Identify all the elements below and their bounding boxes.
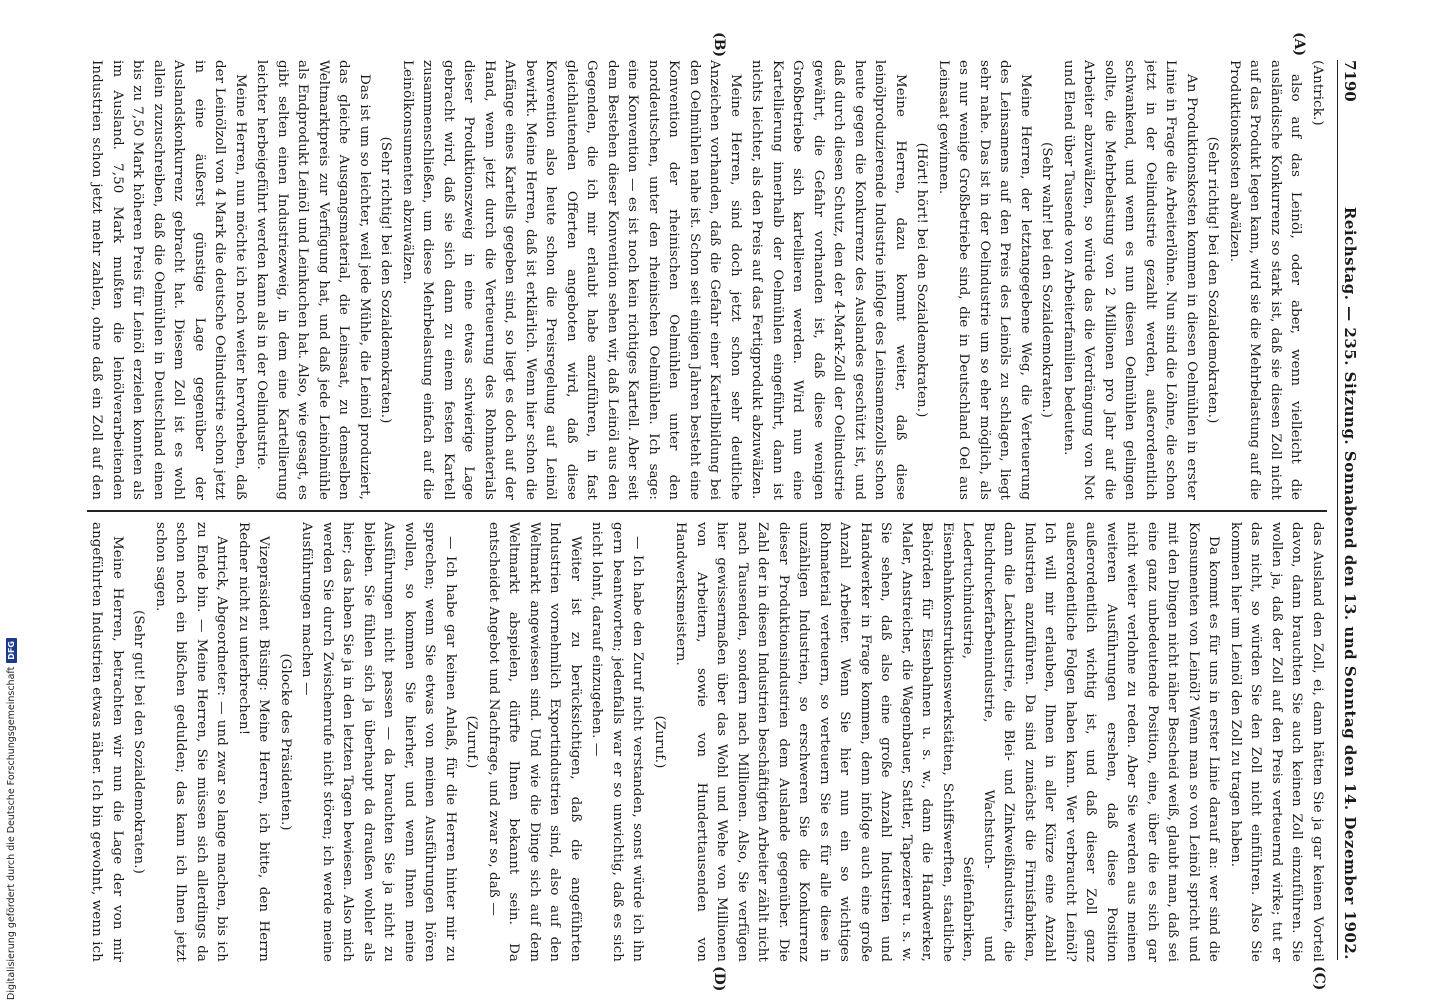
paragraph: das Ausland den Zoll, ei, dann hätten Sie ja gar keinen Vorteil davon, dann brauchten Sie auch keinen Zoll einzuführen. Sie wollen ja, daß der Zoll auf den Preis verteuernd wirke; tut er das nicht, so würden Sie den Zoll nicht einführen. Also Sie kommen hier um Leinöl den Zoll zu tragen haben. — [1228, 522, 1325, 962]
document-page — [77, 32, 1367, 992]
paragraph: Meine Herren, der letztangegebene Weg, die Verteuerung des Leinsamens auf den Preis des Leinöls zu schlagen, liegt sehr nahe. Das ist in der Oelindustrie um so eher möglich, als es nur wenige Großbetriebe sind, die in Deutschland Oel aus Leinsaat gewinnen. — [936, 60, 1033, 500]
page-number: 7190 — [1341, 60, 1359, 102]
interjection: (Zuruf.) — [464, 715, 480, 769]
paragraph: Meine Herren, sind doch jetzt schon sehr deutliche Anzeichen vorhanden, daß die Gefahr einer Kartellbildung bei den Oelmühlen nahe ist. Schon seit einigen Jahren besteht eine Konvention der rheinischen Oelmühlen unter den norddeutschen, unter den rheinischen Oelmühlen. Ich sage: eine Konvention — es ist noch kein richtiges Kartell. Aber seit dem Bestehen dieser Konvention sehen wir, daß Leinöl aus den Gegenden, die ich mir erlaubt habe anzuführen, in fast gleichlautenden Offerten angeboten wird, daß diese Konvention also heute schon die Preisregelung auf Leinöl bewirkt. Meine Herren, daß ist erklärlich. Wenn hier schon die Anfänge eines Kartells gegeben sind, so liegt es doch auf der Hand, wenn jetzt durch die Verteuerung des Rohmaterials dieser Produktionszweig in eine etwas schwierige Lage gebracht wird, daß sie sich dann zu einem festen Kartell zusammenschließen, um diese Mehrbelastung einfach auf die Leinölkonsumenten abzuwälzen. — [400, 60, 743, 500]
interjection: (Glocke des Präsidenten.) — [278, 653, 293, 831]
interjection: (Zuruf.) — [652, 715, 667, 769]
left-column — [87, 60, 1327, 500]
digitization-note-text: Digitalisierung gefördert durch die Deutsche Forschungsgemeinschaft — [6, 666, 17, 1000]
paragraph: An Produktionskosten kommen in diesen Oelmühlen in erster Linie in Frage die Arbeiterlöhne. Nun sind die Löhne, die schon jetzt in der Oelindustrie gezahlt werden, außerordentlich schwankend, und wenn es nun diesen Oelmühlen gelingen sollte, die Mehrbelastung von 2 Millionen pro Jahr auf die Arbeiter abzuwälzen, so würde das die Verdrängung von Not und Elend über Tausende von Arbeiterfamilien bedeuten. — [1061, 60, 1199, 500]
interjection: (Hört! hört! bei den Sozialdemokraten.) — [914, 142, 930, 418]
paragraph: Weiter ist zu berücksichtigen, daß die angeführten Industrien vornehmlich Exportindustrien sind, also auf den Weltmarkt angewiesen sind. Und wie die Dinge sich auf dem Weltmarkt abspielen, dürfte Ihnen bekannt sein. Da entscheidet Angebot und Nachfrage, und zwar so, daß — — [486, 522, 583, 962]
digitization-note — [6, 638, 17, 1000]
margin-marker-b: (B) — [711, 32, 727, 58]
page-header — [1337, 60, 1367, 960]
paragraph: Meine Herren, nun möchte ich noch weiter hervorheben, daß der Leinölzoll von 4 Mark die deutsche Oelindustrie schon jetzt in eine äußerst günstige Lage gegenüber der Auslandskonkurrenz gebracht hat. Diesem Zoll ist es wohl allein zuzuschreiben, daß die Oelmühlen in Deutschland einen bis zu 7,50 Mark höheren Preis für Leinöl erzielen konnten als im Ausland. 7,50 Mark mußten die leinölverarbeitenden Industrien schon jetzt mehr zahlen, ohne daß ein Zoll auf den — [89, 60, 248, 500]
paragraph: Da kommt es für uns in erster Linie darauf an: wer sind die Konsumenten von Leinöl? Wenn man so von Leinöl spricht und mit den Dingen nicht näher Bescheid weiß, glaubt man, daß sei eine ganz unbedeutende Position, eine, über die es sich gar nicht weiter verlohne zu reden. Aber Sie werden aus meinen weiteren Ausführungen ersehen, daß diese Position außerordentlich wichtig ist, und daß dieser Zoll ganz außerordentliche Folgen haben kann. Wer verbraucht Leinöl? Ich will mir erlauben, Ihnen in aller Kürze eine Anzahl Industrien anzuführen. Da sind zunächst die Firnisfabriken, dann die Lackindustrie, die Blei- und Zinkweißindustrie, die Buchdruckerfarbenindustrie, Wachstuch- und Ledertuchindustrie, Seifenfabriken, Eisenbahnkonstruktionswerkstätten, Schiffswerften, staatliche Behörden für Eisenbahnen u. s. w., dann die Handwerker, Maler, Anstreicher, die Wagenbauer, Sattler, Tapezierer u. s. w. Sie sehen, daß also eine große Anzahl Industrien und Handwerker in Frage kommen, denn infolge auch eine große Anzahl Arbeiter. Wenn Sie hier nun ein so wichtiges Rohmaterial verteuern, so verteuern Sie es für alle diese in unzähligen Industrien, so erschweren Sie die Konkurrenz dieser Produktionsindustrien dem Auslande gegenüber. Die Zahl der in diesen Industrien beschäftigten Arbeiter zählt nicht nach Tausenden, sondern nach Millionen. Also, Sie verfügen hier gewissermaßen über das Wohl und Wehe von Millionen von Arbeitern, sowie von Hunderttausenden von Handwerksmeistern. — [673, 522, 1222, 962]
margin-marker-a: (A) — [1291, 32, 1307, 57]
paragraph: Antrick, Abgeordneter: — und zwar so lange machen, bis ich zu Ende bin. — Meine Herren, Sie müssen sich allerdings da schon noch ein bißchen gedulden; das kann ich Ihnen jetzt schon sagen. — [153, 522, 230, 962]
paragraph: Meine Herren, betrachten wir nun die Lage der von mir angeführten Industrien etwas näher. Ich bin gewohnt, wenn ich — [89, 522, 125, 962]
dfg-logo: DFG — [6, 638, 17, 663]
page-title: Reichstag. — 235. Sitzung. Sonnabend den 13. und Sonntag den 14. Dezember 1902. — [1341, 206, 1359, 960]
interjection: (Sehr richtig! bei den Sozialdemokraten.) — [1205, 136, 1221, 424]
interjection: (Sehr wahr! bei den Sozialdemokraten.) — [1039, 142, 1055, 418]
paragraph: also auf das Leinöl, oder aber, wenn vielleicht die ausländische Konkurrenz so stark ist, daß sie diesen Zoll nicht auf das Produkt legen kann, wird sie die Mehrbelastung auf die Produktionskosten abwälzen. — [1227, 60, 1304, 500]
paragraph: — Ich habe gar keinen Anlaß, für die Herren hinter mir zu sprechen; wenn Sie etwas von meinen Ausführungen hören wollen, so kommen Sie hierher, und wenn Ihnen meine Ausführungen nicht passen — da brauchten Sie ja nicht zu bleiben. Sie fühlen sich ja überhaupt da draußen wohler als hier; das haben Sie ja in den letzten Tagen bewiesen. Also mich werden Sie durch Zwischenrufe nicht stören; ich werde meine Ausführungen machen — — [299, 522, 458, 962]
paragraph: Vizepräsident Büsing: Meine Herren, ich bitte, den Herrn Redner nicht zu unterbrechen! — [236, 522, 272, 962]
paragraph: Das ist um so leichter, weil jede Mühle, die Leinöl produziert, das gleiche Ausgangsmaterial, die Leinsaat, zu demselben Weltmarktpreis zur Verfügung hat, und daß jede Leinölmühle als Endprodukt Leinöl und Leinkuchen hat. Also, wie gesagt, es gibt selten einen Industriezweig, in dem eine Kartellierung leichter herbeigeführt werden kann als in der Oelindustrie. — [254, 60, 372, 500]
margin-marker-c: (C) — [1311, 966, 1327, 991]
interjection: (Sehr richtig! bei den Sozialdemokraten.) — [378, 136, 394, 424]
margin-marker-d: (D) — [711, 966, 727, 992]
right-column — [87, 522, 1327, 962]
column-divider — [87, 510, 1327, 512]
speaker-name: (Antrick.) — [1310, 60, 1325, 126]
paragraph: — Ich habe den Zuruf nicht verstanden, sonst würde ich ihn gern beantworten; jedenfalls war er so unwichtig, daß es sich nicht lohnt, darauf einzugehen. — — [589, 522, 646, 962]
paragraph: Meine Herren, dazu kommt weiter, daß diese leinölproduzierende Industrie infolge des Leinsamenzolls schon heute gegen die Konkurrenz des Auslandes geschützt ist, und daß durch diesen Schutz, den der 4-Mark-Zoll der Oelindustrie gewährt, die Gefahr vorhanden ist, daß diese wenigen Großbetriebe sich kartellieren werden. Wird nun eine Kartellierung innerhalb der Oelmühlen eingeführt, dann ist nichts leichter, als den Preis auf das Fertigprodukt abzuwälzen. — [749, 60, 908, 500]
interjection: (Sehr gut! bei den Sozialdemokraten.) — [131, 610, 147, 874]
